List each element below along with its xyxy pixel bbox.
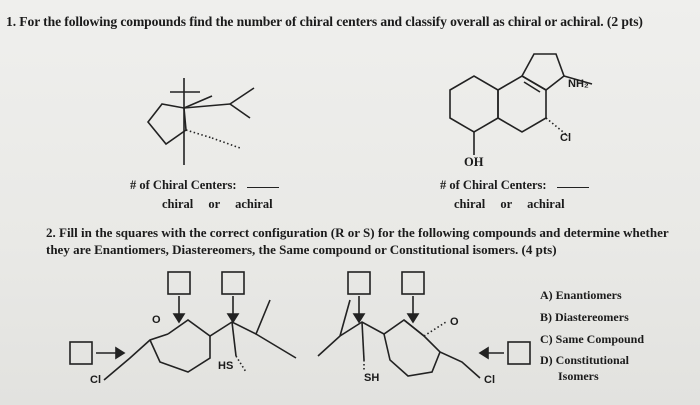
q2-left-molecule xyxy=(70,272,296,380)
config-box-1 xyxy=(168,272,190,294)
option-or: or xyxy=(500,197,512,211)
config-box-2 xyxy=(222,272,244,294)
oh-label: OH xyxy=(464,155,484,169)
option-or: or xyxy=(208,197,220,211)
left-compound-structure xyxy=(148,78,254,165)
choice-diastereomers[interactable]: B) Diastereomers xyxy=(540,310,629,324)
config-box-4 xyxy=(348,272,370,294)
right-chiral-centers-label: # of Chiral Centers: xyxy=(440,178,589,193)
right-chiral-centers-blank[interactable] xyxy=(557,187,589,188)
config-box-3 xyxy=(70,342,92,364)
question-1-text: 1. For the following compounds find the number of chiral centers and classify overall as chiral or achiral. (2 pts) xyxy=(6,14,643,29)
option-achiral[interactable]: achiral xyxy=(527,197,565,211)
option-chiral[interactable]: chiral xyxy=(162,197,194,211)
config-box-6 xyxy=(508,342,530,364)
option-achiral[interactable]: achiral xyxy=(235,197,273,211)
hs-label: HS xyxy=(218,360,234,372)
nh2-label: NH₂ xyxy=(568,78,589,90)
cl-label: Cl xyxy=(560,132,571,144)
choice-constitutional[interactable]: D) Constitutional xyxy=(540,353,630,367)
right-o-label: O xyxy=(450,316,459,328)
sh-label: SH xyxy=(364,372,380,384)
q2-right-molecule xyxy=(318,272,530,378)
left-o-label: O xyxy=(152,314,161,326)
right-cl-label: Cl xyxy=(484,374,495,386)
right-chiral-options xyxy=(454,197,565,212)
choice-enantiomers[interactable]: A) Enantiomers xyxy=(540,288,622,302)
left-chiral-options xyxy=(162,197,273,212)
choice-constitutional-isomers[interactable]: Isomers xyxy=(558,369,599,383)
choice-same-compound[interactable]: C) Same Compound xyxy=(540,332,645,346)
option-chiral[interactable]: chiral xyxy=(454,197,486,211)
left-cl-label: Cl xyxy=(90,374,101,386)
left-chiral-centers-blank[interactable] xyxy=(247,187,279,188)
left-chiral-centers-label: # of Chiral Centers: xyxy=(130,178,279,193)
config-box-5 xyxy=(402,272,424,294)
question-2-text: 2. Fill in the squares with the correct configuration (R or S) for the following compounds and determine whether they are Enantiomers, Diastereomers, the Same compound or Constitutional isomers. (4 pts) xyxy=(46,225,669,257)
